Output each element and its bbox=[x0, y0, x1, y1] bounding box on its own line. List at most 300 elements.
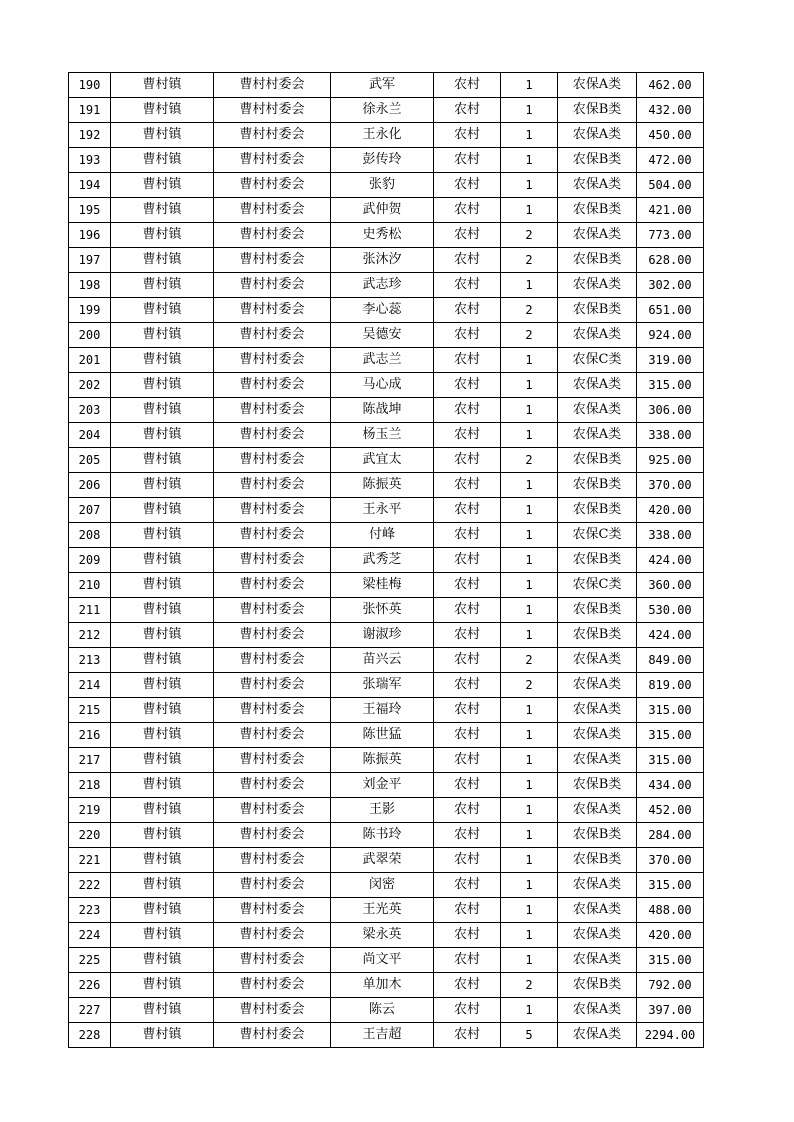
cell-household-size: 1 bbox=[501, 273, 558, 298]
cell-village-committee: 曹村村委会 bbox=[214, 998, 331, 1023]
cell-name: 徐永兰 bbox=[331, 98, 434, 123]
cell-household-type: 农村 bbox=[434, 398, 501, 423]
cell-town: 曹村镇 bbox=[111, 98, 214, 123]
table-row bbox=[69, 723, 704, 748]
cell-serial-number: 211 bbox=[69, 598, 111, 623]
cell-insurance-category: 农保A类 bbox=[558, 323, 637, 348]
cell-insurance-category: 农保A类 bbox=[558, 723, 637, 748]
cell-serial-number: 214 bbox=[69, 673, 111, 698]
cell-town: 曹村镇 bbox=[111, 148, 214, 173]
table-row bbox=[69, 398, 704, 423]
cell-town: 曹村镇 bbox=[111, 723, 214, 748]
cell-village-committee: 曹村村委会 bbox=[214, 723, 331, 748]
cell-household-type: 农村 bbox=[434, 698, 501, 723]
cell-amount: 452.00 bbox=[637, 798, 704, 823]
cell-household-size: 1 bbox=[501, 798, 558, 823]
cell-amount: 338.00 bbox=[637, 423, 704, 448]
cell-insurance-category: 农保B类 bbox=[558, 848, 637, 873]
cell-household-type: 农村 bbox=[434, 73, 501, 98]
cell-name: 武翠荣 bbox=[331, 848, 434, 873]
cell-name: 梁桂梅 bbox=[331, 573, 434, 598]
cell-amount: 284.00 bbox=[637, 823, 704, 848]
cell-town: 曹村镇 bbox=[111, 273, 214, 298]
cell-village-committee: 曹村村委会 bbox=[214, 623, 331, 648]
cell-name: 王光英 bbox=[331, 898, 434, 923]
cell-serial-number: 200 bbox=[69, 323, 111, 348]
cell-town: 曹村镇 bbox=[111, 623, 214, 648]
table-row bbox=[69, 298, 704, 323]
cell-amount: 315.00 bbox=[637, 698, 704, 723]
cell-household-size: 2 bbox=[501, 648, 558, 673]
table-row bbox=[69, 223, 704, 248]
cell-village-committee: 曹村村委会 bbox=[214, 948, 331, 973]
cell-household-type: 农村 bbox=[434, 523, 501, 548]
cell-household-type: 农村 bbox=[434, 298, 501, 323]
cell-town: 曹村镇 bbox=[111, 398, 214, 423]
cell-household-type: 农村 bbox=[434, 1023, 501, 1048]
cell-serial-number: 226 bbox=[69, 973, 111, 998]
cell-town: 曹村镇 bbox=[111, 548, 214, 573]
cell-serial-number: 220 bbox=[69, 823, 111, 848]
table-row bbox=[69, 73, 704, 98]
cell-household-size: 1 bbox=[501, 523, 558, 548]
cell-village-committee: 曹村村委会 bbox=[214, 598, 331, 623]
cell-insurance-category: 农保A类 bbox=[558, 648, 637, 673]
cell-household-size: 1 bbox=[501, 348, 558, 373]
cell-household-type: 农村 bbox=[434, 98, 501, 123]
cell-insurance-category: 农保B类 bbox=[558, 548, 637, 573]
cell-insurance-category: 农保A类 bbox=[558, 898, 637, 923]
cell-amount: 306.00 bbox=[637, 398, 704, 423]
table-row bbox=[69, 123, 704, 148]
cell-village-committee: 曹村村委会 bbox=[214, 848, 331, 873]
cell-household-type: 农村 bbox=[434, 548, 501, 573]
cell-serial-number: 202 bbox=[69, 373, 111, 398]
cell-insurance-category: 农保B类 bbox=[558, 773, 637, 798]
cell-household-size: 1 bbox=[501, 898, 558, 923]
cell-name: 武军 bbox=[331, 73, 434, 98]
cell-household-type: 农村 bbox=[434, 948, 501, 973]
cell-household-size: 2 bbox=[501, 323, 558, 348]
table-row bbox=[69, 973, 704, 998]
cell-name: 陈书玲 bbox=[331, 823, 434, 848]
cell-insurance-category: 农保A类 bbox=[558, 698, 637, 723]
cell-insurance-category: 农保B类 bbox=[558, 98, 637, 123]
cell-amount: 315.00 bbox=[637, 748, 704, 773]
cell-town: 曹村镇 bbox=[111, 798, 214, 823]
cell-household-size: 1 bbox=[501, 823, 558, 848]
table-row bbox=[69, 923, 704, 948]
cell-town: 曹村镇 bbox=[111, 673, 214, 698]
table-row bbox=[69, 273, 704, 298]
table-row bbox=[69, 848, 704, 873]
cell-amount: 432.00 bbox=[637, 98, 704, 123]
cell-amount: 530.00 bbox=[637, 598, 704, 623]
cell-serial-number: 203 bbox=[69, 398, 111, 423]
cell-village-committee: 曹村村委会 bbox=[214, 198, 331, 223]
cell-amount: 424.00 bbox=[637, 548, 704, 573]
cell-village-committee: 曹村村委会 bbox=[214, 873, 331, 898]
table-row bbox=[69, 148, 704, 173]
table-row bbox=[69, 523, 704, 548]
cell-household-type: 农村 bbox=[434, 423, 501, 448]
cell-household-size: 1 bbox=[501, 148, 558, 173]
cell-serial-number: 218 bbox=[69, 773, 111, 798]
cell-household-type: 农村 bbox=[434, 923, 501, 948]
cell-household-size: 1 bbox=[501, 623, 558, 648]
cell-name: 马心成 bbox=[331, 373, 434, 398]
cell-household-type: 农村 bbox=[434, 848, 501, 873]
cell-town: 曹村镇 bbox=[111, 123, 214, 148]
cell-serial-number: 219 bbox=[69, 798, 111, 823]
cell-serial-number: 210 bbox=[69, 573, 111, 598]
cell-household-type: 农村 bbox=[434, 673, 501, 698]
cell-town: 曹村镇 bbox=[111, 748, 214, 773]
cell-village-committee: 曹村村委会 bbox=[214, 398, 331, 423]
table-row bbox=[69, 173, 704, 198]
cell-household-size: 1 bbox=[501, 873, 558, 898]
cell-name: 张豹 bbox=[331, 173, 434, 198]
cell-household-type: 农村 bbox=[434, 973, 501, 998]
cell-household-size: 1 bbox=[501, 923, 558, 948]
cell-amount: 319.00 bbox=[637, 348, 704, 373]
cell-name: 吴德安 bbox=[331, 323, 434, 348]
cell-serial-number: 224 bbox=[69, 923, 111, 948]
cell-name: 王永化 bbox=[331, 123, 434, 148]
cell-household-type: 农村 bbox=[434, 348, 501, 373]
cell-amount: 488.00 bbox=[637, 898, 704, 923]
cell-village-committee: 曹村村委会 bbox=[214, 98, 331, 123]
cell-household-size: 1 bbox=[501, 548, 558, 573]
cell-name: 刘金平 bbox=[331, 773, 434, 798]
cell-household-type: 农村 bbox=[434, 623, 501, 648]
cell-name: 张瑞军 bbox=[331, 673, 434, 698]
cell-name: 武宜太 bbox=[331, 448, 434, 473]
cell-amount: 925.00 bbox=[637, 448, 704, 473]
cell-amount: 420.00 bbox=[637, 923, 704, 948]
cell-household-type: 农村 bbox=[434, 648, 501, 673]
table-row bbox=[69, 423, 704, 448]
cell-name: 苗兴云 bbox=[331, 648, 434, 673]
cell-household-size: 2 bbox=[501, 448, 558, 473]
cell-name: 王影 bbox=[331, 798, 434, 823]
cell-town: 曹村镇 bbox=[111, 448, 214, 473]
cell-serial-number: 196 bbox=[69, 223, 111, 248]
cell-insurance-category: 农保A类 bbox=[558, 873, 637, 898]
table-row bbox=[69, 498, 704, 523]
cell-serial-number: 194 bbox=[69, 173, 111, 198]
cell-serial-number: 191 bbox=[69, 98, 111, 123]
cell-village-committee: 曹村村委会 bbox=[214, 648, 331, 673]
cell-household-size: 1 bbox=[501, 423, 558, 448]
cell-household-size: 1 bbox=[501, 398, 558, 423]
cell-insurance-category: 农保A类 bbox=[558, 798, 637, 823]
cell-village-committee: 曹村村委会 bbox=[214, 348, 331, 373]
cell-household-size: 1 bbox=[501, 573, 558, 598]
cell-village-committee: 曹村村委会 bbox=[214, 423, 331, 448]
cell-serial-number: 223 bbox=[69, 898, 111, 923]
table-row bbox=[69, 248, 704, 273]
cell-amount: 462.00 bbox=[637, 73, 704, 98]
cell-insurance-category: 农保C类 bbox=[558, 348, 637, 373]
table-row bbox=[69, 373, 704, 398]
cell-village-committee: 曹村村委会 bbox=[214, 973, 331, 998]
cell-town: 曹村镇 bbox=[111, 473, 214, 498]
cell-household-type: 农村 bbox=[434, 748, 501, 773]
cell-serial-number: 217 bbox=[69, 748, 111, 773]
cell-insurance-category: 农保B类 bbox=[558, 298, 637, 323]
table-row bbox=[69, 698, 704, 723]
cell-insurance-category: 农保A类 bbox=[558, 998, 637, 1023]
cell-name: 王福玲 bbox=[331, 698, 434, 723]
cell-town: 曹村镇 bbox=[111, 298, 214, 323]
cell-name: 付峰 bbox=[331, 523, 434, 548]
cell-name: 杨玉兰 bbox=[331, 423, 434, 448]
cell-household-type: 农村 bbox=[434, 448, 501, 473]
cell-household-size: 1 bbox=[501, 98, 558, 123]
cell-serial-number: 192 bbox=[69, 123, 111, 148]
table-row bbox=[69, 798, 704, 823]
cell-name: 王永平 bbox=[331, 498, 434, 523]
cell-village-committee: 曹村村委会 bbox=[214, 473, 331, 498]
cell-household-type: 农村 bbox=[434, 723, 501, 748]
cell-serial-number: 199 bbox=[69, 298, 111, 323]
cell-household-size: 1 bbox=[501, 773, 558, 798]
table-row bbox=[69, 773, 704, 798]
cell-name: 彭传玲 bbox=[331, 148, 434, 173]
cell-name: 陈战坤 bbox=[331, 398, 434, 423]
table-row bbox=[69, 573, 704, 598]
cell-town: 曹村镇 bbox=[111, 198, 214, 223]
cell-insurance-category: 农保A类 bbox=[558, 673, 637, 698]
cell-household-type: 农村 bbox=[434, 248, 501, 273]
cell-amount: 315.00 bbox=[637, 723, 704, 748]
table-row bbox=[69, 823, 704, 848]
cell-village-committee: 曹村村委会 bbox=[214, 698, 331, 723]
cell-household-size: 2 bbox=[501, 973, 558, 998]
cell-insurance-category: 农保B类 bbox=[558, 823, 637, 848]
cell-name: 单加木 bbox=[331, 973, 434, 998]
cell-serial-number: 225 bbox=[69, 948, 111, 973]
cell-serial-number: 198 bbox=[69, 273, 111, 298]
table-row bbox=[69, 323, 704, 348]
cell-amount: 424.00 bbox=[637, 623, 704, 648]
cell-household-size: 2 bbox=[501, 673, 558, 698]
cell-amount: 302.00 bbox=[637, 273, 704, 298]
cell-amount: 773.00 bbox=[637, 223, 704, 248]
cell-name: 梁永英 bbox=[331, 923, 434, 948]
cell-name: 李心蕊 bbox=[331, 298, 434, 323]
cell-household-type: 农村 bbox=[434, 598, 501, 623]
cell-amount: 472.00 bbox=[637, 148, 704, 173]
cell-village-committee: 曹村村委会 bbox=[214, 748, 331, 773]
assistance-roster-table bbox=[68, 72, 704, 1048]
cell-serial-number: 216 bbox=[69, 723, 111, 748]
cell-town: 曹村镇 bbox=[111, 248, 214, 273]
cell-town: 曹村镇 bbox=[111, 523, 214, 548]
table-body bbox=[69, 73, 704, 1048]
cell-amount: 849.00 bbox=[637, 648, 704, 673]
cell-amount: 360.00 bbox=[637, 573, 704, 598]
cell-household-size: 1 bbox=[501, 998, 558, 1023]
cell-household-size: 1 bbox=[501, 73, 558, 98]
cell-town: 曹村镇 bbox=[111, 598, 214, 623]
cell-town: 曹村镇 bbox=[111, 573, 214, 598]
cell-amount: 819.00 bbox=[637, 673, 704, 698]
table-row bbox=[69, 673, 704, 698]
cell-household-size: 2 bbox=[501, 248, 558, 273]
cell-insurance-category: 农保A类 bbox=[558, 923, 637, 948]
cell-amount: 450.00 bbox=[637, 123, 704, 148]
cell-serial-number: 201 bbox=[69, 348, 111, 373]
cell-insurance-category: 农保B类 bbox=[558, 148, 637, 173]
cell-name: 尚文平 bbox=[331, 948, 434, 973]
cell-serial-number: 197 bbox=[69, 248, 111, 273]
cell-insurance-category: 农保A类 bbox=[558, 223, 637, 248]
cell-village-committee: 曹村村委会 bbox=[214, 273, 331, 298]
table-row bbox=[69, 1023, 704, 1048]
cell-household-size: 1 bbox=[501, 123, 558, 148]
cell-town: 曹村镇 bbox=[111, 423, 214, 448]
cell-serial-number: 228 bbox=[69, 1023, 111, 1048]
cell-household-size: 1 bbox=[501, 373, 558, 398]
cell-insurance-category: 农保B类 bbox=[558, 248, 637, 273]
cell-town: 曹村镇 bbox=[111, 348, 214, 373]
cell-name: 武仲贺 bbox=[331, 198, 434, 223]
cell-town: 曹村镇 bbox=[111, 73, 214, 98]
cell-name: 武志珍 bbox=[331, 273, 434, 298]
cell-village-committee: 曹村村委会 bbox=[214, 898, 331, 923]
cell-household-type: 农村 bbox=[434, 998, 501, 1023]
table-row bbox=[69, 998, 704, 1023]
cell-name: 陈世猛 bbox=[331, 723, 434, 748]
cell-village-committee: 曹村村委会 bbox=[214, 298, 331, 323]
cell-household-size: 2 bbox=[501, 223, 558, 248]
cell-name: 陈振英 bbox=[331, 473, 434, 498]
cell-household-type: 农村 bbox=[434, 773, 501, 798]
cell-village-committee: 曹村村委会 bbox=[214, 248, 331, 273]
cell-town: 曹村镇 bbox=[111, 498, 214, 523]
cell-amount: 504.00 bbox=[637, 173, 704, 198]
cell-name: 陈振英 bbox=[331, 748, 434, 773]
cell-town: 曹村镇 bbox=[111, 873, 214, 898]
table-row bbox=[69, 198, 704, 223]
cell-village-committee: 曹村村委会 bbox=[214, 773, 331, 798]
cell-town: 曹村镇 bbox=[111, 648, 214, 673]
cell-serial-number: 222 bbox=[69, 873, 111, 898]
cell-name: 史秀松 bbox=[331, 223, 434, 248]
cell-village-committee: 曹村村委会 bbox=[214, 673, 331, 698]
cell-village-committee: 曹村村委会 bbox=[214, 448, 331, 473]
cell-insurance-category: 农保C类 bbox=[558, 523, 637, 548]
cell-village-committee: 曹村村委会 bbox=[214, 323, 331, 348]
cell-household-type: 农村 bbox=[434, 198, 501, 223]
cell-town: 曹村镇 bbox=[111, 973, 214, 998]
cell-household-size: 1 bbox=[501, 498, 558, 523]
cell-village-committee: 曹村村委会 bbox=[214, 123, 331, 148]
cell-insurance-category: 农保B类 bbox=[558, 448, 637, 473]
table-row bbox=[69, 548, 704, 573]
cell-insurance-category: 农保A类 bbox=[558, 273, 637, 298]
cell-insurance-category: 农保A类 bbox=[558, 748, 637, 773]
cell-amount: 792.00 bbox=[637, 973, 704, 998]
cell-household-type: 农村 bbox=[434, 148, 501, 173]
cell-name: 张沐汐 bbox=[331, 248, 434, 273]
cell-serial-number: 205 bbox=[69, 448, 111, 473]
cell-household-size: 1 bbox=[501, 748, 558, 773]
cell-insurance-category: 农保A类 bbox=[558, 173, 637, 198]
cell-household-type: 农村 bbox=[434, 273, 501, 298]
cell-serial-number: 193 bbox=[69, 148, 111, 173]
cell-serial-number: 204 bbox=[69, 423, 111, 448]
table-row bbox=[69, 598, 704, 623]
cell-household-type: 农村 bbox=[434, 573, 501, 598]
table-row bbox=[69, 873, 704, 898]
cell-town: 曹村镇 bbox=[111, 173, 214, 198]
cell-town: 曹村镇 bbox=[111, 773, 214, 798]
cell-household-size: 5 bbox=[501, 1023, 558, 1048]
cell-name: 王吉超 bbox=[331, 1023, 434, 1048]
cell-name: 谢淑珍 bbox=[331, 623, 434, 648]
cell-serial-number: 207 bbox=[69, 498, 111, 523]
cell-insurance-category: 农保B类 bbox=[558, 498, 637, 523]
cell-name: 武秀芝 bbox=[331, 548, 434, 573]
cell-name: 陈云 bbox=[331, 998, 434, 1023]
table-row bbox=[69, 473, 704, 498]
cell-household-type: 农村 bbox=[434, 373, 501, 398]
cell-amount: 924.00 bbox=[637, 323, 704, 348]
cell-insurance-category: 农保A类 bbox=[558, 73, 637, 98]
table-row bbox=[69, 648, 704, 673]
cell-town: 曹村镇 bbox=[111, 698, 214, 723]
cell-amount: 397.00 bbox=[637, 998, 704, 1023]
table-row bbox=[69, 623, 704, 648]
cell-village-committee: 曹村村委会 bbox=[214, 73, 331, 98]
cell-household-type: 农村 bbox=[434, 473, 501, 498]
cell-town: 曹村镇 bbox=[111, 998, 214, 1023]
cell-household-size: 1 bbox=[501, 723, 558, 748]
cell-town: 曹村镇 bbox=[111, 823, 214, 848]
cell-village-committee: 曹村村委会 bbox=[214, 548, 331, 573]
cell-household-size: 1 bbox=[501, 198, 558, 223]
cell-name: 张怀英 bbox=[331, 598, 434, 623]
cell-town: 曹村镇 bbox=[111, 898, 214, 923]
cell-town: 曹村镇 bbox=[111, 1023, 214, 1048]
cell-insurance-category: 农保A类 bbox=[558, 123, 637, 148]
cell-amount: 421.00 bbox=[637, 198, 704, 223]
cell-town: 曹村镇 bbox=[111, 323, 214, 348]
cell-serial-number: 221 bbox=[69, 848, 111, 873]
cell-insurance-category: 农保A类 bbox=[558, 423, 637, 448]
table-row bbox=[69, 948, 704, 973]
cell-household-type: 农村 bbox=[434, 873, 501, 898]
cell-household-size: 1 bbox=[501, 473, 558, 498]
cell-serial-number: 213 bbox=[69, 648, 111, 673]
cell-insurance-category: 农保B类 bbox=[558, 473, 637, 498]
cell-serial-number: 206 bbox=[69, 473, 111, 498]
cell-amount: 651.00 bbox=[637, 298, 704, 323]
cell-name: 武志兰 bbox=[331, 348, 434, 373]
cell-household-type: 农村 bbox=[434, 823, 501, 848]
cell-serial-number: 190 bbox=[69, 73, 111, 98]
cell-household-type: 农村 bbox=[434, 173, 501, 198]
cell-amount: 434.00 bbox=[637, 773, 704, 798]
cell-amount: 315.00 bbox=[637, 873, 704, 898]
cell-household-size: 1 bbox=[501, 848, 558, 873]
cell-village-committee: 曹村村委会 bbox=[214, 148, 331, 173]
cell-household-size: 1 bbox=[501, 173, 558, 198]
cell-village-committee: 曹村村委会 bbox=[214, 223, 331, 248]
